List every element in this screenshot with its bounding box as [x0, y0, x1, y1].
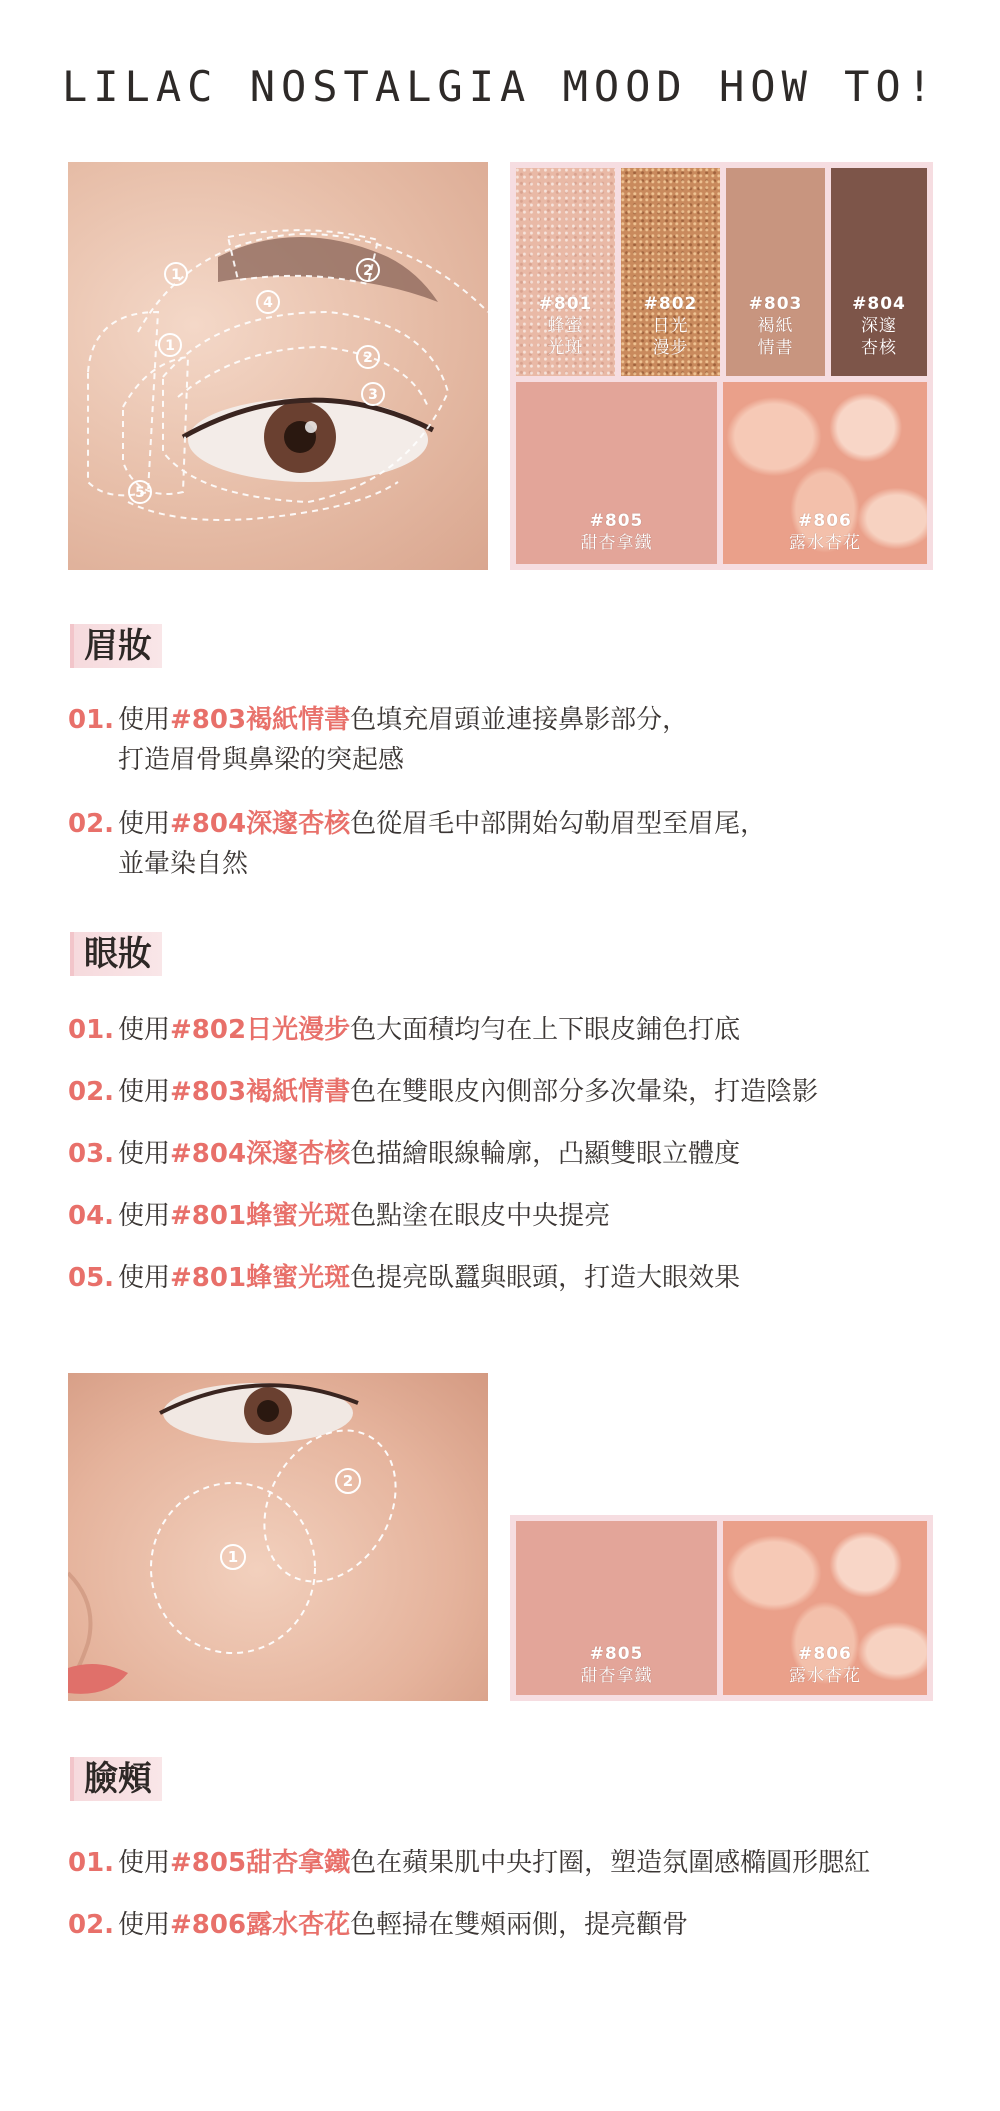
step-pre: 使用	[118, 1848, 171, 1878]
marker-3: 3	[368, 387, 378, 403]
zone-under-eye	[128, 482, 398, 520]
eye-highlight	[305, 421, 317, 433]
marker-1-lid: 1	[165, 338, 175, 354]
cheek-diagram	[68, 1373, 488, 1701]
pan-803	[726, 168, 825, 376]
eye-step-3	[68, 1134, 740, 1174]
step-pre: 使用	[118, 1263, 171, 1293]
pan-804-name-1: 深邃	[861, 316, 897, 336]
pan-802	[621, 168, 720, 376]
step-line-2: 打造眉骨與鼻梁的突起感	[118, 745, 405, 775]
cheek-pan-805-code: #805	[589, 1644, 644, 1664]
marker-2-lid: 2	[363, 350, 373, 366]
step-post: 色點塗在眼皮中央提亮	[350, 1201, 611, 1231]
brow-step-1	[68, 700, 688, 780]
step-post: 色從眉毛中部開始勾勒眉型至眉尾，	[350, 809, 767, 839]
eye-makeup-photo	[68, 162, 488, 570]
cheek-pan-805	[516, 1521, 717, 1695]
step-number: 01.	[68, 1015, 115, 1045]
step-number: 01.	[68, 1848, 115, 1878]
step-pre: 使用	[118, 705, 171, 735]
cheek-pan-806-name: 露水杏花	[789, 1666, 861, 1686]
pan-806-code: #806	[798, 511, 852, 531]
pan-801-name-2: 光斑	[547, 338, 584, 358]
step-number: 02.	[68, 809, 115, 839]
eye-diagram	[68, 162, 488, 570]
pan-802-name-2: 漫步	[652, 338, 689, 358]
pan-803-name-1: 褐紙	[757, 316, 794, 336]
step-pre: 使用	[118, 1910, 171, 1940]
zone-nose	[88, 312, 158, 495]
step-number: 04.	[68, 1201, 115, 1231]
cheek-palette	[510, 1515, 933, 1701]
pan-805-name: 甜杏拿鐵	[580, 533, 653, 553]
step-number: 01.	[68, 705, 115, 735]
eyebrow-shape	[218, 237, 438, 302]
pan-804	[831, 168, 927, 376]
marker-1-cheek: 1	[227, 1548, 239, 1566]
pan-806	[723, 382, 927, 564]
pan-805	[516, 382, 717, 564]
step-shade: #801蜂蜜光斑	[170, 1201, 351, 1231]
step-pre: 使用	[118, 1139, 171, 1169]
pan-801	[516, 168, 615, 376]
lips	[68, 1664, 128, 1694]
step-post: 色在蘋果肌中央打圈，塑造氛圍感橢圓形腮紅	[350, 1848, 871, 1878]
step-number: 03.	[68, 1139, 115, 1169]
step-pre: 使用	[118, 1015, 171, 1045]
step-post: 色在雙眼皮內側部分多次暈染，打造陰影	[350, 1077, 819, 1107]
step-pre: 使用	[118, 809, 171, 839]
cheek-heading: 臉頰	[70, 1757, 162, 1801]
pan-805-code: #805	[589, 511, 644, 531]
step-post: 色描繪眼線輪廓，凸顯雙眼立體度	[350, 1139, 741, 1169]
eye-step-4	[68, 1196, 610, 1236]
step-shade: #803褐紙情書	[170, 705, 351, 735]
eye-step-2	[68, 1072, 818, 1112]
marker-5: 5	[135, 485, 145, 501]
brow-step-2	[68, 804, 766, 884]
cheek-step-1	[68, 1843, 870, 1883]
pan-804-name-2: 杏核	[861, 338, 897, 358]
step-post: 色提亮臥蠶與眼頭，打造大眼效果	[350, 1263, 741, 1293]
marker-1-brow: 1	[171, 267, 181, 283]
pan-802-code: #802	[643, 294, 698, 314]
page-title: LILAC NOSTALGIA MOOD HOW TO!	[61, 62, 938, 111]
pan-803-code: #803	[748, 294, 803, 314]
cheek-pan-806-code: #806	[798, 1644, 852, 1664]
step-pre: 使用	[118, 1201, 171, 1231]
pan-801-name-1: 蜂蜜	[547, 316, 584, 336]
eye-step-1	[68, 1010, 740, 1050]
cheek-pan-805-name: 甜杏拿鐵	[580, 1666, 653, 1686]
pan-803-name-2: 情書	[757, 338, 794, 358]
eye-step-5	[68, 1258, 740, 1298]
step-number: 02.	[68, 1077, 115, 1107]
marker-2-brow: 2	[363, 263, 373, 279]
marker-4: 4	[263, 295, 273, 311]
step-shade: #801蜂蜜光斑	[170, 1263, 351, 1293]
cheek-step-2	[68, 1905, 688, 1945]
step-shade: #805甜杏拿鐵	[170, 1848, 351, 1878]
step-line-2: 並暈染自然	[118, 849, 249, 879]
pan-804-code: #804	[852, 294, 906, 314]
step-pre: 使用	[118, 1077, 171, 1107]
pan-806-name: 露水杏花	[789, 533, 861, 553]
zone-inner-corner	[123, 357, 188, 494]
cheek-photo-pupil	[257, 1400, 279, 1422]
step-post: 色填充眉頭並連接鼻影部分，	[350, 705, 689, 735]
step-shade: #803褐紙情書	[170, 1077, 351, 1107]
eye-heading: 眼妝	[70, 932, 162, 976]
brow-heading: 眉妝	[70, 624, 162, 668]
step-shade: #806露水杏花	[170, 1910, 351, 1940]
eye-palette	[510, 162, 933, 570]
cheek-makeup-photo	[68, 1373, 488, 1701]
marker-2-cheek: 2	[342, 1472, 354, 1490]
step-shade: #804深邃杏核	[170, 1139, 351, 1169]
step-shade: #802日光漫步	[170, 1015, 351, 1045]
step-number: 02.	[68, 1910, 115, 1940]
step-shade: #804深邃杏核	[170, 809, 351, 839]
step-post: 色大面積均勻在上下眼皮鋪色打底	[350, 1015, 741, 1045]
pan-802-name-1: 日光	[652, 316, 689, 336]
step-post: 色輕掃在雙頰兩側，提亮顴骨	[350, 1910, 689, 1940]
cheek-pan-806	[723, 1521, 927, 1695]
step-number: 05.	[68, 1263, 115, 1293]
pan-801-code: #801	[538, 294, 593, 314]
